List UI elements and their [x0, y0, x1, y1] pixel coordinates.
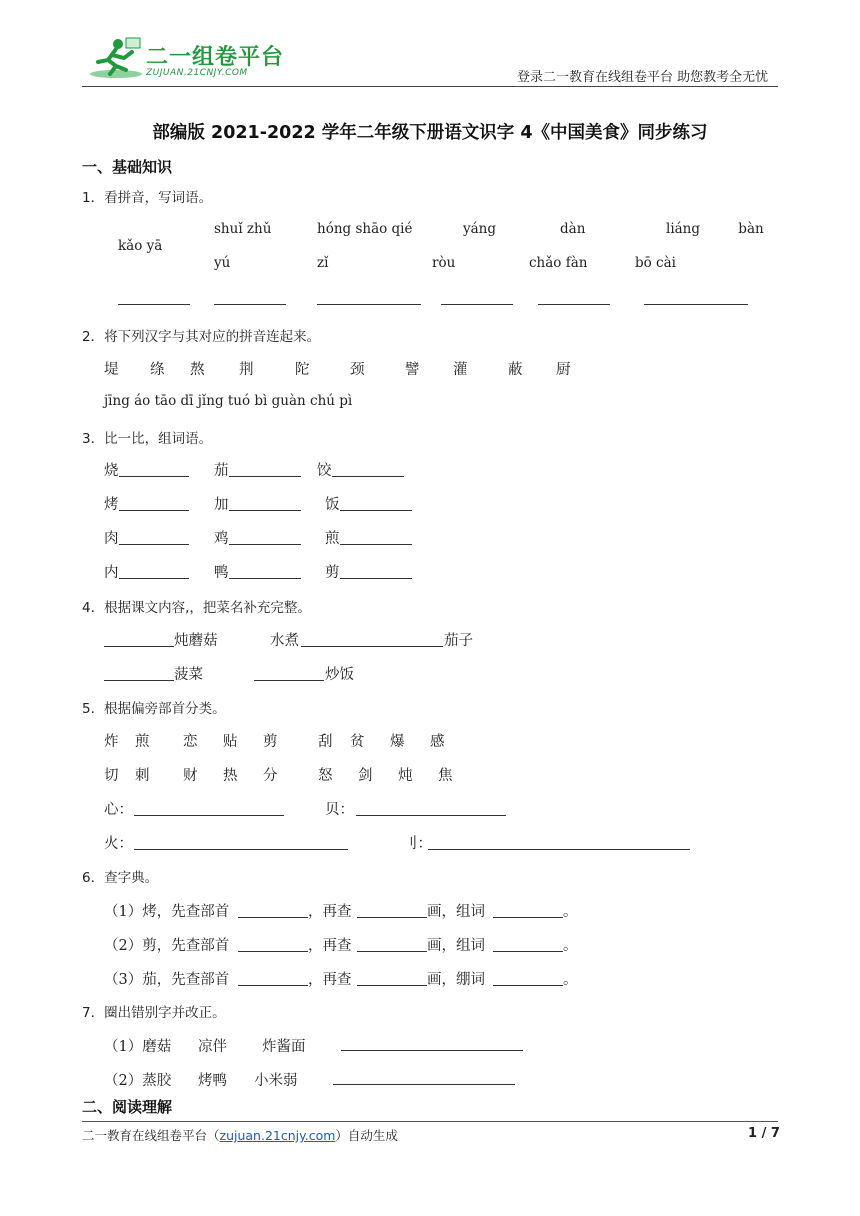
- answer-line[interactable]: [119, 510, 189, 511]
- q2-pinyin-row: jīng áo tāo dī jǐng tuó bì guàn chú pì: [104, 393, 353, 409]
- q4-dish: 炖蘑菇: [174, 633, 218, 649]
- answer-line[interactable]: [644, 304, 748, 305]
- pinyin-shuizhu: shuǐ zhǔ: [214, 221, 272, 237]
- q3-char: 煎: [325, 531, 340, 547]
- q3-char: 肉: [104, 531, 119, 547]
- answer-line[interactable]: [441, 304, 513, 305]
- q2-char: 颈: [350, 362, 365, 378]
- footer-divider: [82, 1121, 778, 1122]
- pinyin-bocai: bō cài: [635, 255, 676, 271]
- q4-dish: 茄子: [444, 633, 473, 649]
- q6-text: ，再查: [308, 904, 352, 920]
- answer-line[interactable]: [332, 476, 404, 477]
- q2-prompt: 2．将下列汉字与其对应的拼音连起来。: [82, 329, 321, 345]
- pinyin-yang: yáng: [463, 221, 497, 237]
- q6-text: 画，组词: [427, 904, 485, 920]
- q5-char: 刺: [135, 768, 150, 784]
- q6-text: 。: [563, 972, 578, 988]
- logo-subtext: ZUJUAN.21CNJY.COM: [146, 68, 248, 78]
- q6-line-3: （3）茄，先查部首: [104, 972, 230, 988]
- q6-text: ，再查: [308, 972, 352, 988]
- answer-line[interactable]: [254, 680, 324, 681]
- q4-dish: 水煮: [270, 633, 299, 649]
- q2-char: 厨: [556, 362, 571, 378]
- footer-link[interactable]: zujuan.21cnjy.com: [219, 1128, 336, 1143]
- answer-line[interactable]: [119, 578, 189, 579]
- q7-word: 凉伴: [198, 1039, 227, 1055]
- q5-label-bei: 贝：: [325, 802, 354, 818]
- answer-line[interactable]: [238, 917, 308, 918]
- q5-label-xin: 心：: [104, 802, 133, 818]
- answer-line[interactable]: [134, 815, 284, 816]
- q5-char: 剪: [263, 734, 278, 750]
- q5-char: 炸: [104, 734, 119, 750]
- q5-label-dao: 刂：: [403, 836, 432, 852]
- q5-char: 焦: [438, 768, 453, 784]
- q3-char: 鸡: [214, 531, 229, 547]
- pinyin-hongshaoqie: hóng shāo qié: [317, 221, 413, 237]
- q5-char: 煎: [135, 734, 150, 750]
- runner-logo-icon: [86, 36, 146, 80]
- answer-line[interactable]: [118, 304, 190, 305]
- answer-line[interactable]: [493, 985, 563, 986]
- q5-char: 剑: [358, 768, 373, 784]
- answer-line[interactable]: [238, 951, 308, 952]
- q4-dish: 炒饭: [325, 667, 354, 683]
- q3-char: 加: [214, 497, 229, 513]
- q7-word: 小米弱: [254, 1073, 298, 1089]
- q3-char: 烧: [104, 463, 119, 479]
- answer-line[interactable]: [357, 917, 427, 918]
- answer-line[interactable]: [538, 304, 610, 305]
- pinyin-rou: ròu: [432, 255, 456, 271]
- q5-char: 炖: [398, 768, 413, 784]
- q5-char: 怒: [318, 768, 333, 784]
- answer-line[interactable]: [214, 304, 286, 305]
- answer-line[interactable]: [356, 815, 506, 816]
- answer-line[interactable]: [104, 680, 174, 681]
- answer-line[interactable]: [340, 510, 412, 511]
- answer-line[interactable]: [134, 849, 348, 850]
- q3-char: 内: [104, 565, 119, 581]
- answer-line[interactable]: [104, 646, 174, 647]
- q5-char: 恋: [183, 734, 198, 750]
- q1-prompt: 1．看拼音，写词语。: [82, 190, 213, 206]
- answer-line[interactable]: [357, 951, 427, 952]
- q3-prompt: 3．比一比，组词语。: [82, 431, 213, 447]
- q5-char: 爆: [390, 734, 405, 750]
- answer-line[interactable]: [119, 544, 189, 545]
- q3-char: 烤: [104, 497, 119, 513]
- answer-line[interactable]: [493, 917, 563, 918]
- answer-line[interactable]: [301, 646, 443, 647]
- q3-char: 鸭: [214, 565, 229, 581]
- q3-char: 茄: [214, 463, 229, 479]
- logo-text: 二一组卷平台: [146, 45, 285, 70]
- q2-char: 陀: [295, 362, 310, 378]
- q5-char: 财: [183, 768, 198, 784]
- q5-char: 分: [263, 768, 278, 784]
- q5-char: 刮: [318, 734, 333, 750]
- q6-text: ，再查: [308, 938, 352, 954]
- q3-char: 饭: [325, 497, 340, 513]
- q3-char: 剪: [325, 565, 340, 581]
- q2-char: 堤: [104, 362, 119, 378]
- answer-line[interactable]: [229, 476, 301, 477]
- pinyin-zi: zǐ: [317, 255, 329, 271]
- q7-prompt: 7．圈出错别字并改正。: [82, 1005, 226, 1021]
- q2-char: 荆: [239, 362, 254, 378]
- page-number: 1 / 7: [748, 1126, 780, 1141]
- q6-text: 。: [563, 938, 578, 954]
- answer-line[interactable]: [357, 985, 427, 986]
- q5-prompt: 5．根据偏旁部首分类。: [82, 701, 226, 717]
- footer-source: 二一教育在线组卷平台（zujuan.21cnjy.com）自动生成: [82, 1128, 398, 1143]
- q7-word: （2）蒸胶: [104, 1073, 172, 1089]
- q4-prompt: 4．根据课文内容,，把菜名补充完整。: [82, 600, 311, 616]
- q6-line-1: （1）烤，先查部首: [104, 904, 230, 920]
- q6-line-2: （2）剪，先查部首: [104, 938, 230, 954]
- q2-char: 熬: [190, 362, 205, 378]
- q5-char: 贫: [350, 734, 365, 750]
- q6-prompt: 6．查字典。: [82, 870, 159, 886]
- answer-line[interactable]: [119, 476, 189, 477]
- q5-char: 热: [223, 768, 238, 784]
- q3-char: 饺: [317, 463, 332, 479]
- answer-line[interactable]: [229, 510, 301, 511]
- answer-line[interactable]: [340, 578, 412, 579]
- section-heading-reading: 二、阅读理解: [82, 1098, 173, 1116]
- q7-word: 炸酱面: [262, 1039, 306, 1055]
- q5-char: 贴: [223, 734, 238, 750]
- q2-char: 譬: [405, 362, 420, 378]
- q4-dish: 菠菜: [174, 667, 203, 683]
- q7-word: 烤鸭: [198, 1073, 227, 1089]
- answer-line[interactable]: [341, 1050, 523, 1051]
- q2-char: 灌: [453, 362, 468, 378]
- answer-line[interactable]: [229, 578, 301, 579]
- pinyin-chaofan: chǎo fàn: [529, 255, 588, 271]
- q6-text: 画，绷词: [427, 972, 485, 988]
- q2-char: 绦: [150, 362, 165, 378]
- pinyin-liangban: liáng bàn: [666, 221, 764, 237]
- pinyin-kaoya: kǎo yā: [118, 238, 163, 254]
- header-slogan: 登录二一教育在线组卷平台 助您教考全无忧: [517, 70, 769, 85]
- section-heading-basic: 一、基础知识: [82, 158, 173, 176]
- q6-text: 。: [563, 904, 578, 920]
- page-title: 部编版 2021-2022 学年二年级下册语文识字 4《中国美食》同步练习: [152, 123, 708, 143]
- answer-line[interactable]: [340, 544, 412, 545]
- q5-char: 切: [104, 768, 119, 784]
- pinyin-dan: dàn: [560, 221, 586, 237]
- answer-line[interactable]: [333, 1084, 515, 1085]
- q7-word: （1）磨菇: [104, 1039, 172, 1055]
- q2-char: 蔽: [508, 362, 523, 378]
- answer-line[interactable]: [317, 304, 421, 305]
- pinyin-yu: yú: [214, 255, 231, 271]
- q5-label-huo: 火：: [104, 836, 133, 852]
- q6-text: 画，组词: [427, 938, 485, 954]
- header-divider: [82, 86, 778, 87]
- answer-line[interactable]: [428, 849, 690, 850]
- q5-char: 感: [430, 734, 445, 750]
- answer-line[interactable]: [493, 951, 563, 952]
- answer-line[interactable]: [229, 544, 301, 545]
- answer-line[interactable]: [238, 985, 308, 986]
